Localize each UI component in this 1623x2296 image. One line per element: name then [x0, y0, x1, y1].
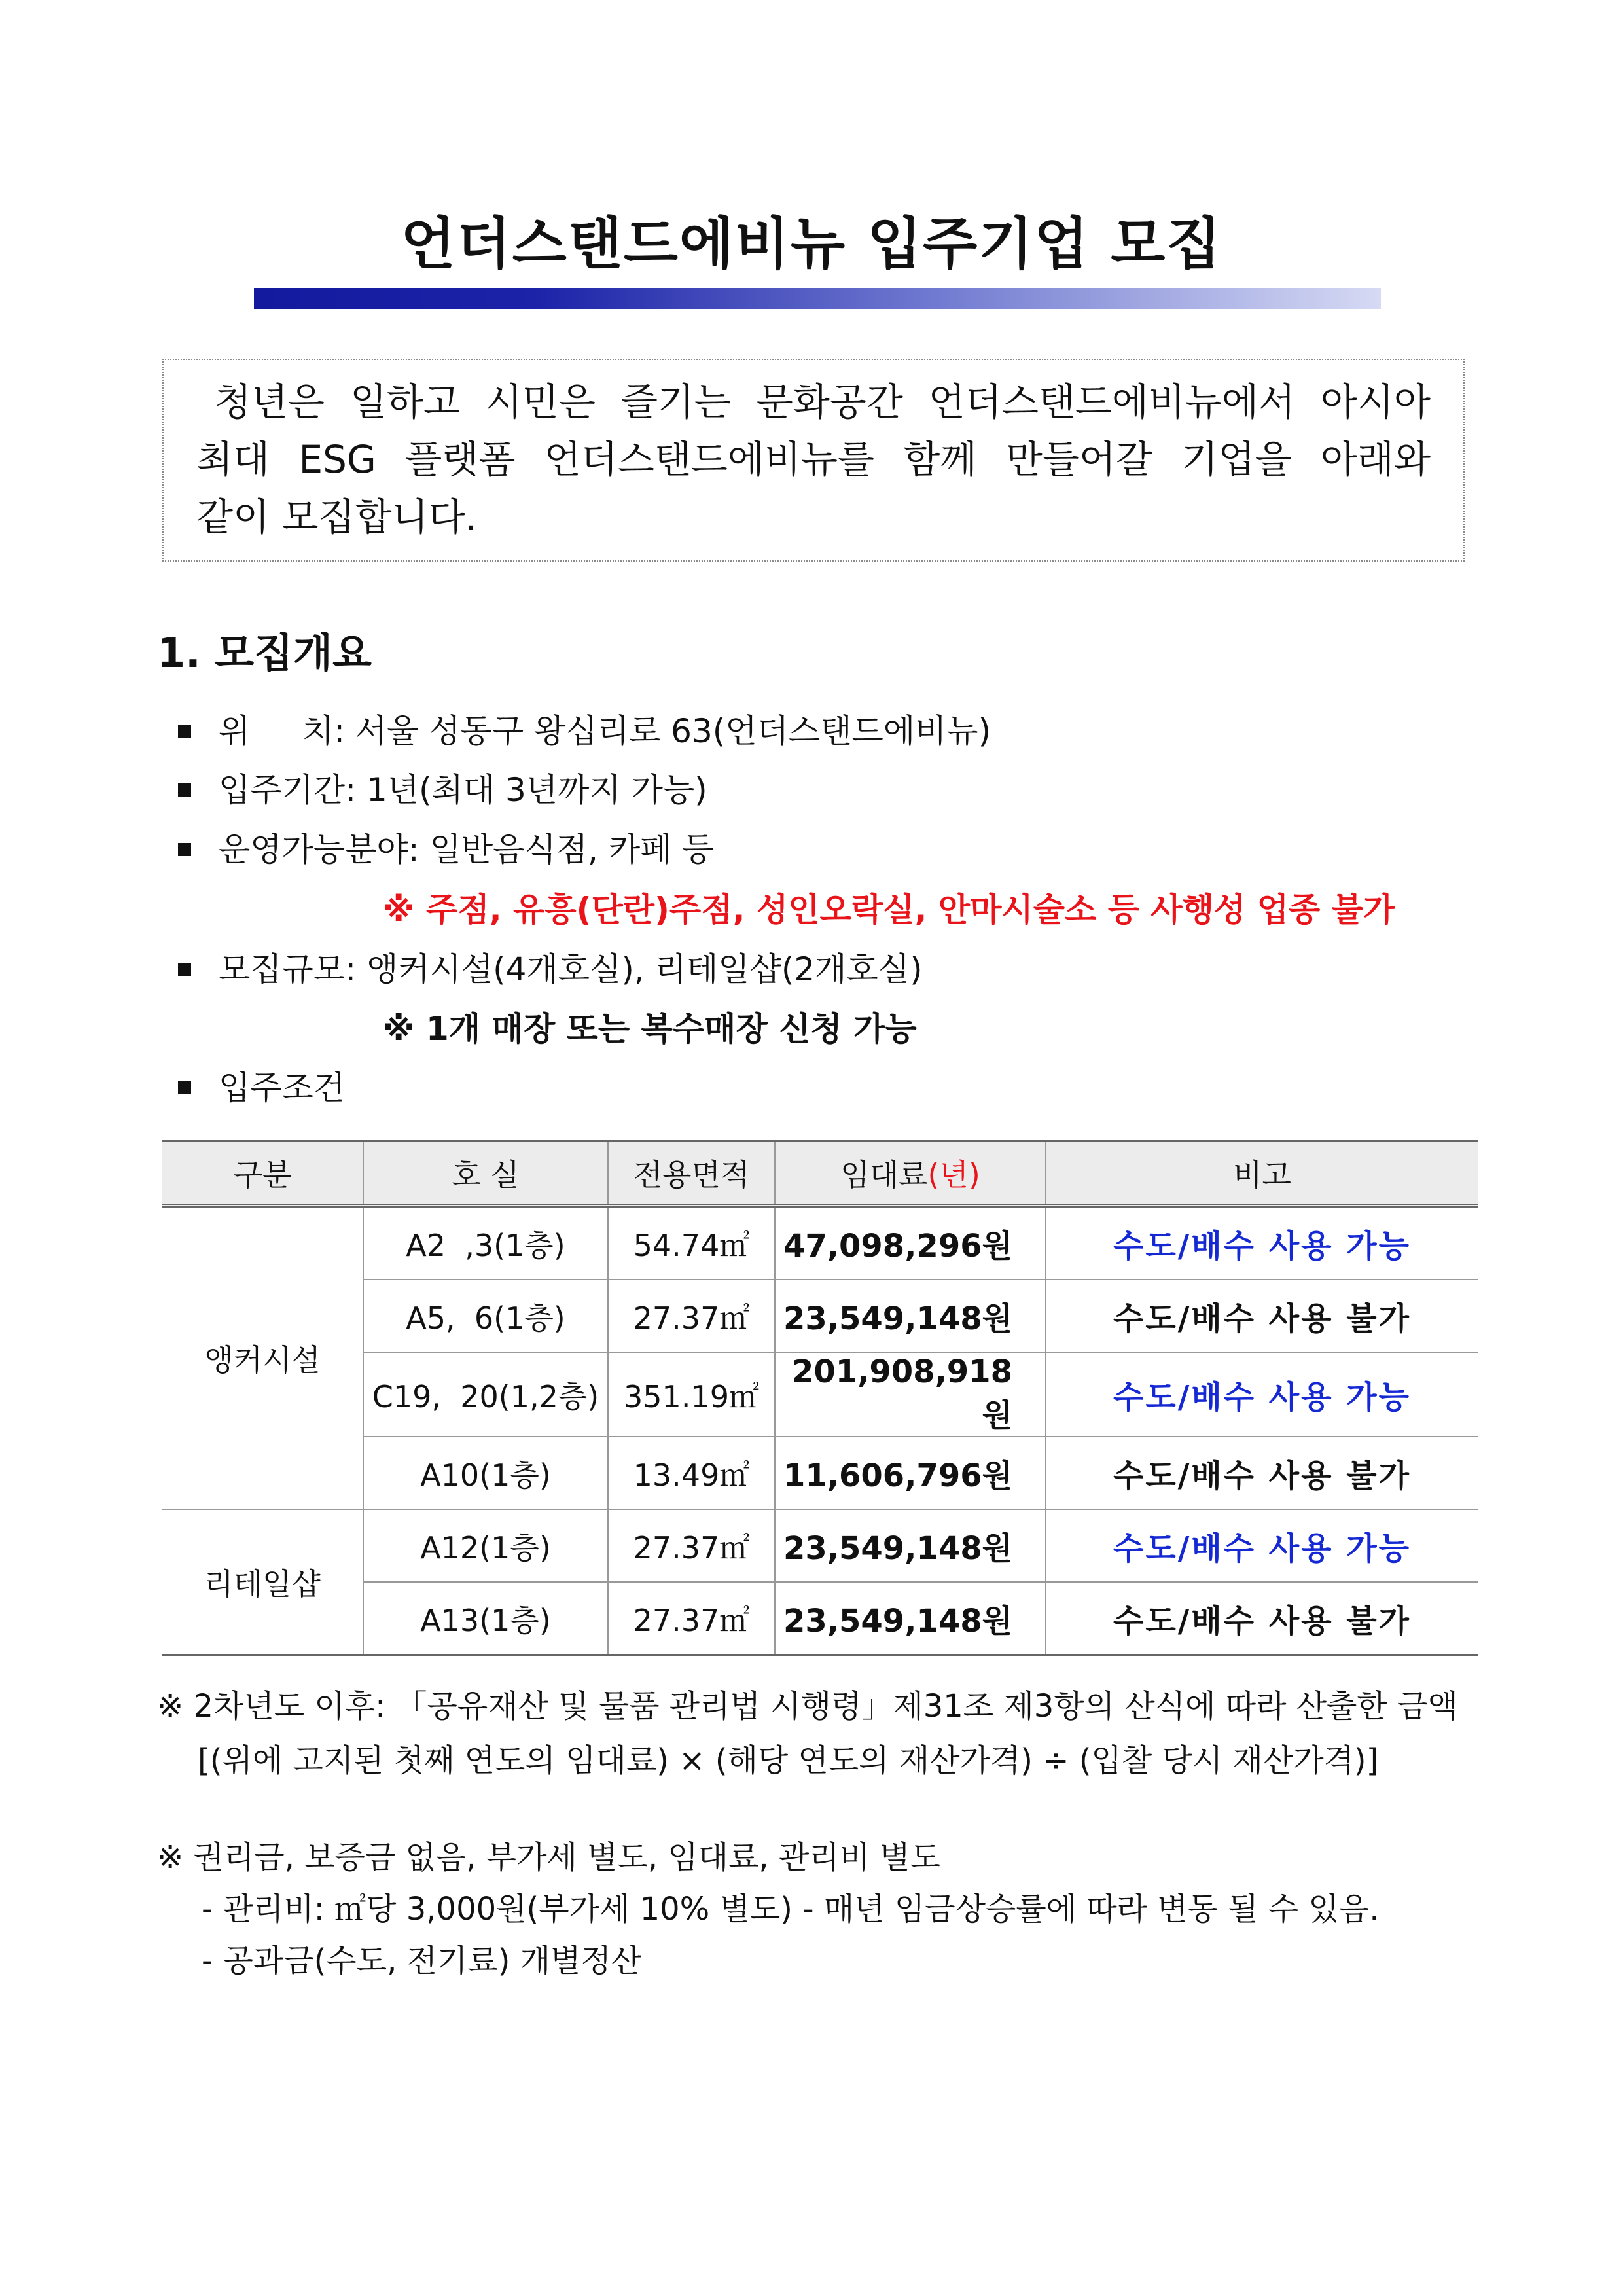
header-room: 호 실 [363, 1141, 608, 1206]
scale-note: ※ 1개 매장 또는 복수매장 신청 가능 [383, 1010, 917, 1048]
header-area: 전용면적 [608, 1141, 775, 1206]
intro-line-1: 청년은 일하고 시민은 즐기는 문화공간 언더스탠드에비뉴에서 아시아 [215, 380, 1431, 424]
fields-restriction-note: ※ 주점, 유흥(단란)주점, 성인오락실, 안마시술소 등 사행성 업종 불가 [383, 891, 1395, 929]
room-cell: A12(1층) [363, 1509, 608, 1582]
period-text: 입주기간: 1년(최대 3년까지 가능) [219, 771, 707, 809]
header-rent [775, 1141, 1046, 1206]
area-cell: 27.37㎡ [608, 1582, 775, 1655]
area-cell: 54.74㎡ [608, 1206, 775, 1280]
note-cell: 수도/배수 사용 가능 [1046, 1352, 1478, 1437]
square-bullet-icon [178, 963, 191, 976]
list-item-scale [178, 946, 923, 992]
note-cell: 수도/배수 사용 불가 [1046, 1280, 1478, 1352]
fields-text: 운영가능분야: 일반음식점, 카페 등 [219, 831, 714, 869]
rent-cell: 23,549,148원 [775, 1280, 1046, 1352]
room-cell: A13(1층) [363, 1582, 608, 1655]
rent-cell: 47,098,296원 [775, 1206, 1046, 1280]
header-rent-label: 임대료 [840, 1157, 928, 1193]
area-cell: 27.37㎡ [608, 1509, 775, 1582]
area-cell: 13.49㎡ [608, 1437, 775, 1509]
rent-cell: 201,908,918원 [775, 1352, 1046, 1437]
table-row [162, 1206, 1478, 1280]
section-heading-overview: 1. 모집개요 [157, 629, 372, 677]
list-item-period [178, 767, 707, 813]
title-underline-bar [254, 288, 1381, 309]
list-item-location [178, 708, 991, 754]
area-cell: 27.37㎡ [608, 1280, 775, 1352]
conditions-text: 입주조건 [219, 1069, 346, 1107]
page-title: 언더스탠드에비뉴 입주기업 모집 [401, 211, 1222, 277]
conditions-table [162, 1140, 1478, 1656]
intro-box [162, 359, 1465, 562]
area-cell: 351.19㎡ [608, 1352, 775, 1437]
footnote-utilities: - 공과금(수도, 전기료) 개별정산 [202, 1943, 642, 1979]
square-bullet-icon [178, 843, 191, 856]
square-bullet-icon [178, 783, 191, 797]
room-cell: C19, 20(1,2층) [363, 1352, 608, 1437]
list-item-conditions [178, 1065, 345, 1111]
footnote-management-fee: - 관리비: ㎡당 3,000원(부가세 10% 별도) - 매년 임금상승률에 따라 변동 될 수 있음. [202, 1891, 1380, 1928]
footnote-second-year: ※ 2차년도 이후: 「공유재산 및 물품 관리법 시행령」제31조 제3항의 산식에 따라 산출한 금액 [157, 1688, 1458, 1725]
footnote-fees: ※ 권리금, 보증금 없음, 부가세 별도, 임대료, 관리비 별도 [157, 1839, 941, 1876]
header-rent-suffix: (년) [927, 1157, 980, 1193]
group-cell-retail: 리테일샵 [162, 1509, 363, 1655]
header-note: 비고 [1046, 1141, 1478, 1206]
rent-cell: 23,549,148원 [775, 1582, 1046, 1655]
scale-text: 모집규모: 앵커시설(4개호실), 리테일샵(2개호실) [219, 950, 923, 988]
note-cell: 수도/배수 사용 불가 [1046, 1437, 1478, 1509]
group-cell-anchor: 앵커시설 [162, 1206, 363, 1509]
room-cell: A5, 6(1층) [363, 1280, 608, 1352]
intro-line-3: 같이 모집합니다. [196, 495, 478, 539]
square-bullet-icon [178, 1081, 191, 1094]
list-item-fields [178, 827, 714, 872]
header-category: 구분 [162, 1141, 363, 1206]
rent-cell: 11,606,796원 [775, 1437, 1046, 1509]
footnote-formula: [(위에 고지된 첫째 연도의 임대료) × (해당 연도의 재산가격) ÷ (입찰 당시 재산가격)] [198, 1742, 1379, 1779]
note-cell: 수도/배수 사용 불가 [1046, 1582, 1478, 1655]
room-cell: A2 ,3(1층) [363, 1206, 608, 1280]
rent-cell: 23,549,148원 [775, 1509, 1046, 1582]
note-cell: 수도/배수 사용 가능 [1046, 1509, 1478, 1582]
location-text: 위 치: 서울 성동구 왕십리로 63(언더스탠드에비뉴) [219, 712, 991, 750]
note-cell: 수도/배수 사용 가능 [1046, 1206, 1478, 1280]
table-row [162, 1509, 1478, 1582]
table-header-row [162, 1141, 1478, 1206]
square-bullet-icon [178, 725, 191, 738]
intro-line-2: 최대 ESG 플랫폼 언더스탠드에비뉴를 함께 만들어갈 기업을 아래와 [196, 437, 1431, 482]
room-cell: A10(1층) [363, 1437, 608, 1509]
